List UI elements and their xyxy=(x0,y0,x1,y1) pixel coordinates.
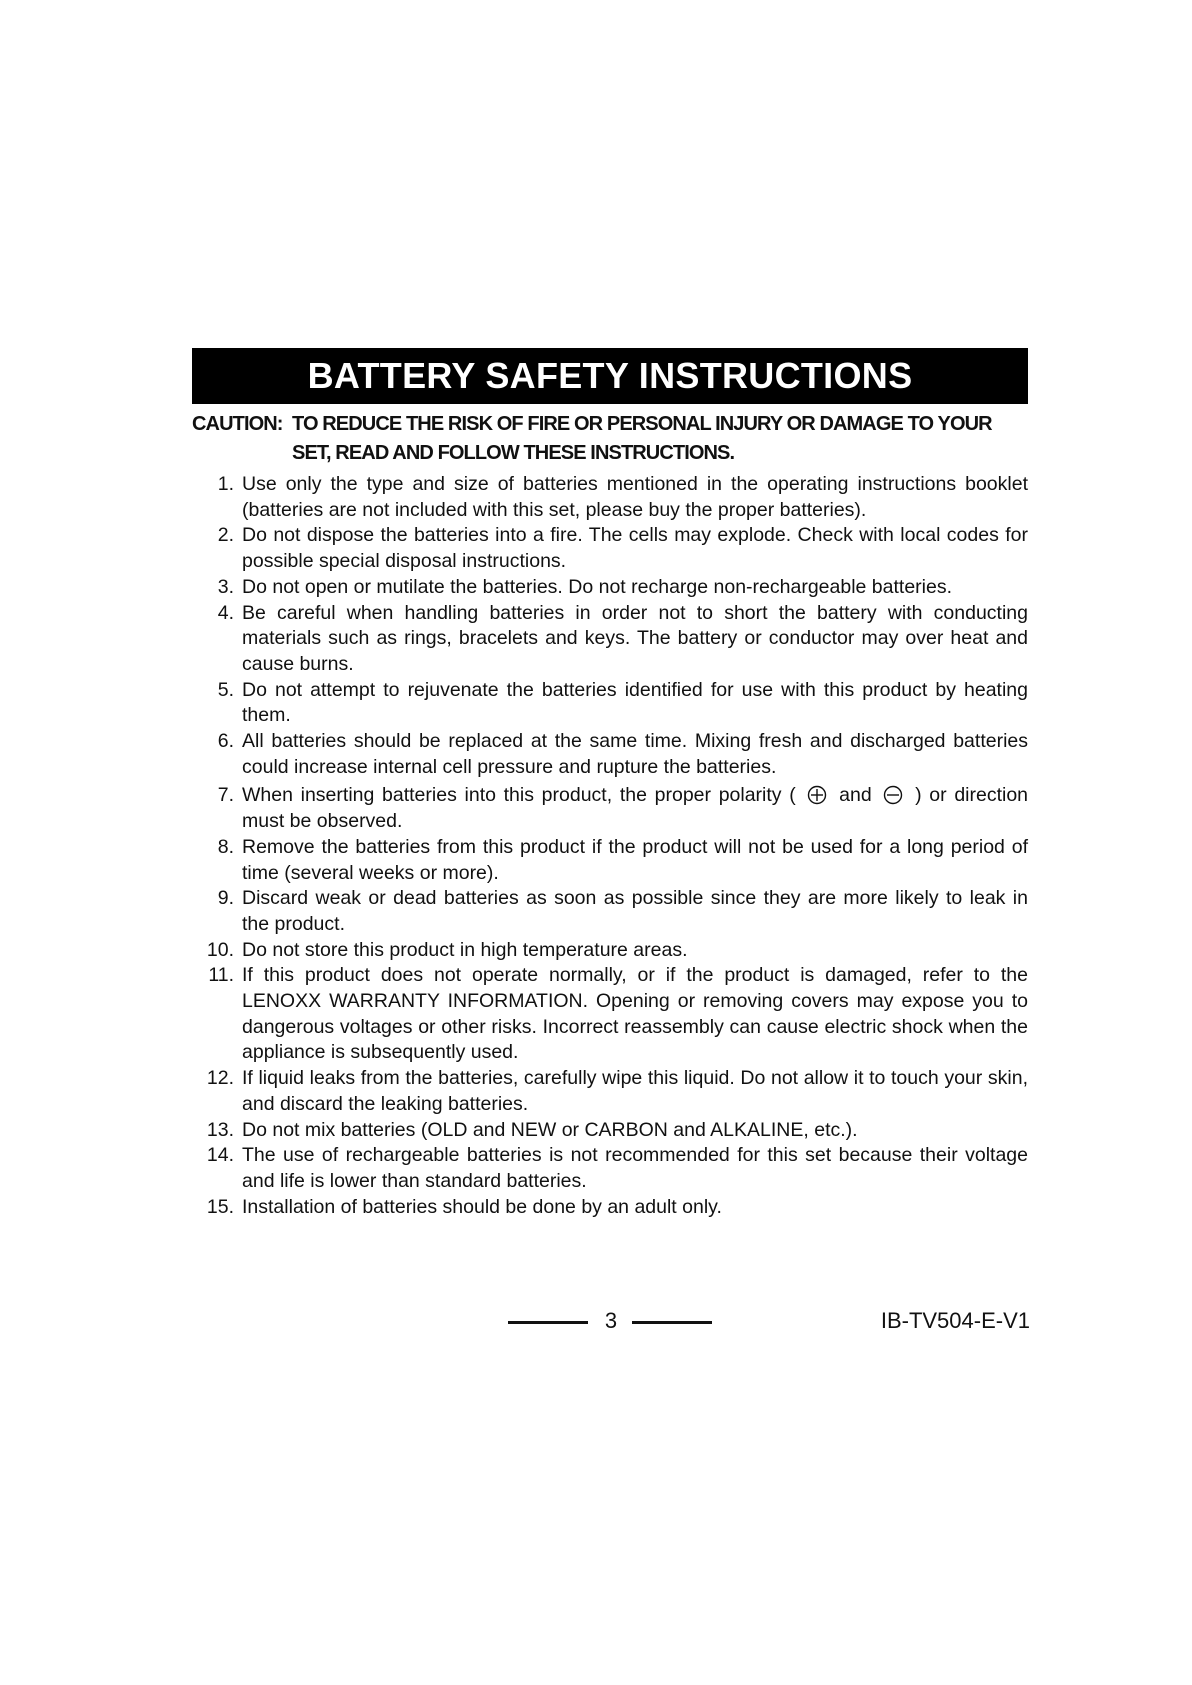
item-text: Do not dispose the batteries into a fire. The cells may explode. Check with local codes for possible special disposal instructions. xyxy=(242,524,1028,573)
item-text: Do not open or mutilate the batteries. Do not recharge non-rechargeable batteries. xyxy=(242,575,953,598)
list-item xyxy=(192,523,1028,574)
list-item xyxy=(192,1143,1028,1194)
footer-rule-right xyxy=(632,1321,712,1324)
item-text: All batteries should be replaced at the same time. Mixing fresh and discharged batteries could increase internal cell pressure and rupture the batteries. xyxy=(242,730,1028,778)
footer-rule-left xyxy=(508,1321,588,1324)
list-item xyxy=(192,1195,1028,1221)
instruction-list xyxy=(192,472,1028,1220)
item-text-and: and xyxy=(839,784,872,807)
item-text: If this product does not operate normally, or if the product is damaged, refer to the LENOXX WARRANTY INFORMATION. Opening or removing covers may expose you to dangerous voltages or other risks. Incorrect reassembly can cause electric shock when the appliance is subsequently used. xyxy=(242,964,1028,1064)
list-item xyxy=(192,601,1028,678)
item-number: 8. xyxy=(217,835,234,858)
item-text: Use only the type and size of batteries mentioned in the operating instructions booklet (batteries are not included with this set, please buy the proper batteries). xyxy=(242,473,1028,521)
item-number: 1. xyxy=(217,473,234,495)
item-number: 11. xyxy=(208,964,234,987)
item-text-before: When inserting batteries into this product, the proper polarity ( xyxy=(242,784,796,807)
item-number: 15. xyxy=(206,1195,234,1218)
battery-safety-section xyxy=(192,348,1028,1220)
item-number: 10. xyxy=(206,938,234,961)
item-number: 6. xyxy=(217,730,234,753)
list-item xyxy=(192,963,1028,1066)
list-item xyxy=(192,783,1028,834)
page-number: 3 xyxy=(604,1308,618,1333)
item-text: Be careful when handling batteries in order not to short the battery with conducting materials such as rings, bracelets and keys. The battery or conductor may over heat and cause burns. xyxy=(242,601,1028,675)
item-number: 5. xyxy=(217,678,234,701)
caution-notice xyxy=(192,410,1028,468)
caution-text: TO REDUCE THE RISK OF FIRE OR PERSONAL INJURY OR DAMAGE TO YOUR SET, READ AND FOLLOW THESE INSTRUCTIONS. xyxy=(292,413,992,464)
item-text: If liquid leaks from the batteries, carefully wipe this liquid. Do not allow it to touch your skin, and discard the leaking batteries. xyxy=(242,1067,1028,1115)
item-text-after: ) or direction must be observed. xyxy=(242,784,1029,833)
item-number: 12. xyxy=(206,1067,234,1090)
item-text xyxy=(234,783,1028,834)
minus-circle-icon xyxy=(883,785,903,805)
item-text: Do not attempt to rejuvenate the batteries identified for use with this product by heating them. xyxy=(242,678,1028,727)
item-number: 14. xyxy=(206,1144,234,1167)
item-number: 9. xyxy=(217,887,234,910)
list-item xyxy=(192,575,1028,601)
item-text: Do not store this product in high temperature areas. xyxy=(242,938,688,961)
item-number: 13. xyxy=(206,1118,234,1141)
plus-circle-icon xyxy=(807,785,827,805)
item-text: The use of rechargeable batteries is not recommended for this set because their voltage and life is lower than standard batteries. xyxy=(242,1144,1028,1192)
list-item xyxy=(192,1118,1028,1144)
item-text: Remove the batteries from this product if the product will not be used for a long period of time (several weeks or more). xyxy=(242,835,1028,884)
list-item xyxy=(192,1066,1028,1117)
item-text: Discard weak or dead batteries as soon as possible since they are more likely to leak in the product. xyxy=(242,887,1028,935)
item-number: 3. xyxy=(217,575,234,598)
section-title: BATTERY SAFETY INSTRUCTIONS xyxy=(192,348,1028,404)
item-number: 7. xyxy=(217,784,234,807)
document-code: IB-TV504-E-V1 xyxy=(880,1308,1030,1333)
item-number: 2. xyxy=(217,524,234,547)
list-item xyxy=(192,729,1028,780)
item-text: Installation of batteries should be done by an adult only. xyxy=(242,1195,722,1218)
page-footer xyxy=(0,1306,1192,1336)
item-text: Do not mix batteries (OLD and NEW or CARBON and ALKALINE, etc.). xyxy=(242,1118,858,1141)
list-item xyxy=(192,886,1028,937)
list-item xyxy=(192,938,1028,964)
caution-label: CAUTION: xyxy=(192,413,283,435)
list-item xyxy=(192,472,1028,523)
item-number: 4. xyxy=(217,601,234,624)
list-item xyxy=(192,835,1028,886)
list-item xyxy=(192,678,1028,729)
